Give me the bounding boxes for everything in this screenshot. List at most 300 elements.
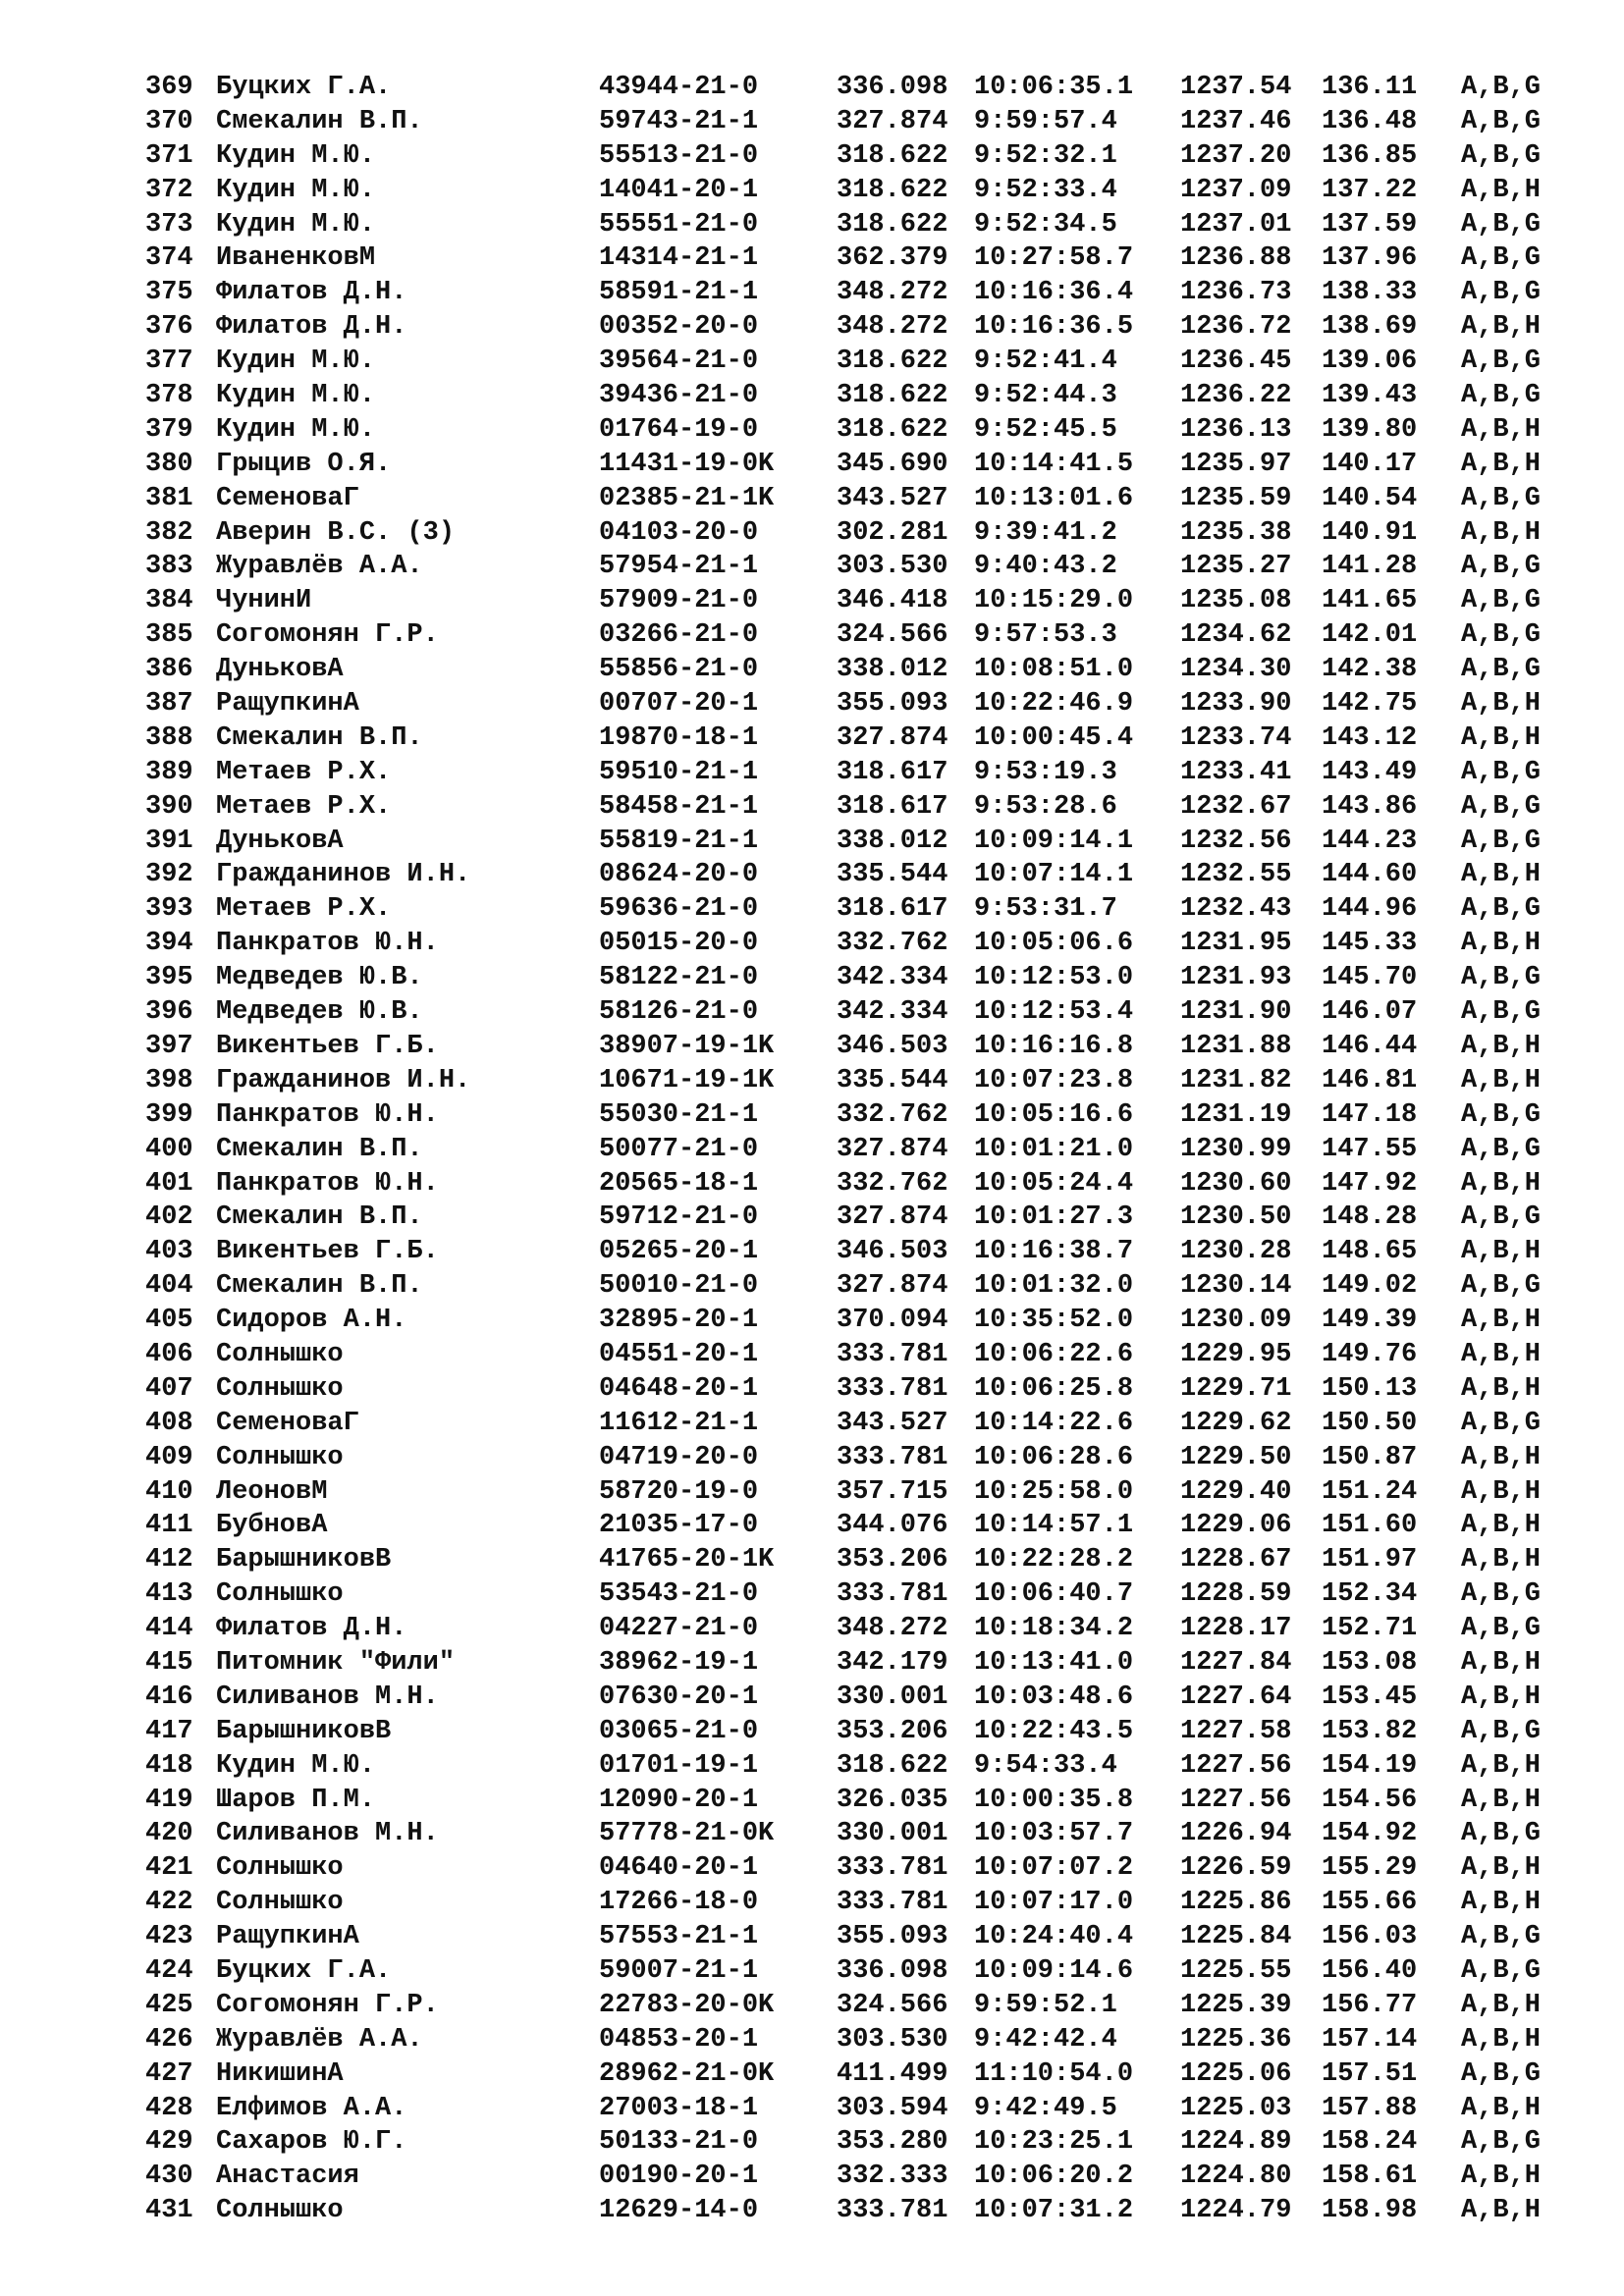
- ring-number: 55856-21-0: [599, 655, 759, 685]
- fancier-name: Журавлёв А.А.: [216, 552, 423, 582]
- fancier-name: ИваненковМ: [216, 243, 376, 274]
- ring-number: 38962-19-1: [599, 1647, 759, 1678]
- class-codes: A,B,G: [1461, 1922, 1542, 1952]
- table-row: [145, 1098, 1559, 1133]
- place-number: 387: [145, 689, 193, 720]
- table-row: [145, 1851, 1559, 1886]
- ring-number: 00352-20-0: [599, 312, 759, 343]
- distance-km: 346.503: [837, 1031, 948, 1061]
- class-codes: A,B,G: [1461, 483, 1542, 513]
- coefficient: 137.59: [1322, 209, 1418, 240]
- distance-km: 303.530: [837, 552, 948, 582]
- ring-number: 59712-21-0: [599, 1202, 759, 1233]
- fancier-name: Гражданинов И.Н.: [216, 1065, 471, 1095]
- coefficient: 153.08: [1322, 1647, 1418, 1678]
- class-codes: A,B,H: [1461, 2162, 1542, 2192]
- table-row: [145, 687, 1559, 721]
- table-row: [145, 1167, 1559, 1201]
- ring-number: 55030-21-1: [599, 1099, 759, 1130]
- coefficient: 153.82: [1322, 1716, 1418, 1746]
- place-number: 391: [145, 826, 193, 856]
- class-codes: A,B,G: [1461, 997, 1542, 1028]
- speed-value: 1236.22: [1180, 381, 1292, 411]
- class-codes: A,B,G: [1461, 347, 1542, 377]
- class-codes: A,B,H: [1461, 1442, 1542, 1472]
- ring-number: 59510-21-1: [599, 757, 759, 787]
- ring-number: 04551-20-1: [599, 1339, 759, 1369]
- place-number: 394: [145, 929, 193, 959]
- distance-km: 332.762: [837, 1168, 948, 1199]
- fancier-name: Кудин М.Ю.: [216, 209, 376, 240]
- speed-value: 1232.55: [1180, 860, 1292, 890]
- class-codes: A,B,H: [1461, 1065, 1542, 1095]
- arrival-time: 10:15:29.0: [974, 586, 1134, 616]
- arrival-time: 9:59:52.1: [974, 1990, 1117, 2020]
- fancier-name: Сахаров Ю.Г.: [216, 2127, 407, 2158]
- table-row: [145, 653, 1559, 687]
- coefficient: 158.24: [1322, 2127, 1418, 2158]
- table-row: [145, 1269, 1559, 1304]
- coefficient: 147.18: [1322, 1099, 1418, 1130]
- distance-km: 327.874: [837, 1134, 948, 1164]
- coefficient: 151.97: [1322, 1545, 1418, 1575]
- coefficient: 143.86: [1322, 791, 1418, 822]
- ring-number: 04853-20-1: [599, 2024, 759, 2055]
- arrival-time: 10:35:52.0: [974, 1306, 1134, 1336]
- fancier-name: Филатов Д.Н.: [216, 312, 407, 343]
- distance-km: 333.781: [837, 1373, 948, 1404]
- table-row: [145, 858, 1559, 892]
- distance-km: 355.093: [837, 689, 948, 720]
- place-number: 428: [145, 2093, 193, 2123]
- distance-km: 333.781: [837, 1442, 948, 1472]
- class-codes: A,B,G: [1461, 586, 1542, 616]
- ring-number: 01764-19-0: [599, 414, 759, 445]
- place-number: 376: [145, 312, 193, 343]
- class-codes: A,B,G: [1461, 140, 1542, 171]
- distance-km: 333.781: [837, 1888, 948, 1918]
- class-codes: A,B,H: [1461, 929, 1542, 959]
- fancier-name: СеменоваГ: [216, 1408, 359, 1438]
- table-row: [145, 310, 1559, 345]
- coefficient: 137.22: [1322, 175, 1418, 205]
- ring-number: 19870-18-1: [599, 722, 759, 753]
- table-row: [145, 1989, 1559, 2023]
- class-codes: A,B,G: [1461, 1955, 1542, 1986]
- arrival-time: 10:16:36.5: [974, 312, 1134, 343]
- arrival-time: 9:57:53.3: [974, 620, 1117, 651]
- class-codes: A,B,G: [1461, 1202, 1542, 1233]
- ring-number: 41765-20-1K: [599, 1545, 775, 1575]
- arrival-time: 10:06:28.6: [974, 1442, 1134, 1472]
- table-row: [145, 1509, 1559, 1543]
- fancier-name: БубновА: [216, 1511, 328, 1541]
- class-codes: A,B,H: [1461, 1306, 1542, 1336]
- coefficient: 155.66: [1322, 1888, 1418, 1918]
- speed-value: 1235.38: [1180, 517, 1292, 548]
- speed-value: 1225.06: [1180, 2058, 1292, 2089]
- place-number: 397: [145, 1031, 193, 1061]
- coefficient: 158.61: [1322, 2162, 1418, 2192]
- place-number: 414: [145, 1614, 193, 1644]
- results-table: [145, 71, 1559, 2228]
- coefficient: 157.88: [1322, 2093, 1418, 2123]
- table-row: [145, 208, 1559, 242]
- place-number: 421: [145, 1853, 193, 1884]
- distance-km: 318.622: [837, 209, 948, 240]
- speed-value: 1224.89: [1180, 2127, 1292, 2158]
- arrival-time: 10:14:41.5: [974, 449, 1134, 479]
- ring-number: 57553-21-1: [599, 1922, 759, 1952]
- fancier-name: Солнышко: [216, 2196, 344, 2226]
- fancier-name: Солнышко: [216, 1339, 344, 1369]
- speed-value: 1231.95: [1180, 929, 1292, 959]
- place-number: 392: [145, 860, 193, 890]
- ring-number: 38907-19-1K: [599, 1031, 775, 1061]
- distance-km: 353.206: [837, 1545, 948, 1575]
- speed-value: 1228.67: [1180, 1545, 1292, 1575]
- fancier-name: Кудин М.Ю.: [216, 175, 376, 205]
- table-row: [145, 241, 1559, 276]
- place-number: 386: [145, 655, 193, 685]
- ring-number: 05015-20-0: [599, 929, 759, 959]
- speed-value: 1231.19: [1180, 1099, 1292, 1130]
- distance-km: 346.418: [837, 586, 948, 616]
- speed-value: 1230.09: [1180, 1306, 1292, 1336]
- table-row: [145, 139, 1559, 174]
- speed-value: 1227.56: [1180, 1750, 1292, 1781]
- place-number: 385: [145, 620, 193, 651]
- ring-number: 39436-21-0: [599, 381, 759, 411]
- arrival-time: 9:59:57.4: [974, 106, 1117, 136]
- distance-km: 338.012: [837, 655, 948, 685]
- distance-km: 348.272: [837, 278, 948, 308]
- fancier-name: Сидоров А.Н.: [216, 1306, 407, 1336]
- class-codes: A,B,G: [1461, 1271, 1542, 1302]
- class-codes: A,B,G: [1461, 620, 1542, 651]
- coefficient: 154.19: [1322, 1750, 1418, 1781]
- arrival-time: 10:00:35.8: [974, 1785, 1134, 1815]
- table-row: [145, 516, 1559, 551]
- ring-number: 43944-21-0: [599, 73, 759, 102]
- coefficient: 139.80: [1322, 414, 1418, 445]
- place-number: 398: [145, 1065, 193, 1095]
- speed-value: 1237.20: [1180, 140, 1292, 171]
- fancier-name: Панкратов Ю.Н.: [216, 929, 439, 959]
- ring-number: 20565-18-1: [599, 1168, 759, 1199]
- arrival-time: 9:42:42.4: [974, 2024, 1117, 2055]
- ring-number: 21035-17-0: [599, 1511, 759, 1541]
- fancier-name: Кудин М.Ю.: [216, 381, 376, 411]
- coefficient: 150.50: [1322, 1408, 1418, 1438]
- fancier-name: Метаев Р.Х.: [216, 894, 392, 925]
- ring-number: 10671-19-1K: [599, 1065, 775, 1095]
- table-row: [145, 379, 1559, 413]
- ring-number: 17266-18-0: [599, 1888, 759, 1918]
- arrival-time: 9:52:44.3: [974, 381, 1117, 411]
- coefficient: 136.48: [1322, 106, 1418, 136]
- table-row: [145, 482, 1559, 516]
- arrival-time: 10:22:46.9: [974, 689, 1134, 720]
- fancier-name: Смекалин В.П.: [216, 722, 423, 753]
- class-codes: A,B,H: [1461, 1031, 1542, 1061]
- coefficient: 141.65: [1322, 586, 1418, 616]
- table-row: [145, 825, 1559, 859]
- fancier-name: ДуньковА: [216, 826, 344, 856]
- class-codes: A,B,G: [1461, 894, 1542, 925]
- class-codes: A,B,H: [1461, 1339, 1542, 1369]
- distance-km: 342.334: [837, 997, 948, 1028]
- arrival-time: 10:07:07.2: [974, 1853, 1134, 1884]
- arrival-time: 10:06:40.7: [974, 1579, 1134, 1610]
- ring-number: 11431-19-0K: [599, 449, 775, 479]
- place-number: 412: [145, 1545, 193, 1575]
- fancier-name: Викентьев Г.Б.: [216, 1237, 439, 1267]
- coefficient: 136.85: [1322, 140, 1418, 171]
- fancier-name: Солнышко: [216, 1373, 344, 1404]
- ring-number: 27003-18-1: [599, 2093, 759, 2123]
- arrival-time: 10:18:34.2: [974, 1614, 1134, 1644]
- coefficient: 154.92: [1322, 1819, 1418, 1849]
- speed-value: 1227.84: [1180, 1647, 1292, 1678]
- ring-number: 04227-21-0: [599, 1614, 759, 1644]
- place-number: 422: [145, 1888, 193, 1918]
- coefficient: 142.75: [1322, 689, 1418, 720]
- class-codes: A,B,H: [1461, 1168, 1542, 1199]
- fancier-name: Буцких Г.А.: [216, 73, 392, 102]
- ring-number: 22783-20-0K: [599, 1990, 775, 2020]
- ring-number: 58720-19-0: [599, 1476, 759, 1507]
- table-row: [145, 2092, 1559, 2126]
- table-row: [145, 1577, 1559, 1612]
- arrival-time: 10:12:53.4: [974, 997, 1134, 1028]
- ring-number: 58122-21-0: [599, 963, 759, 993]
- ring-number: 55819-21-1: [599, 826, 759, 856]
- distance-km: 342.179: [837, 1647, 948, 1678]
- table-row: [145, 448, 1559, 482]
- place-number: 431: [145, 2196, 193, 2226]
- class-codes: A,B,G: [1461, 1819, 1542, 1849]
- speed-value: 1226.94: [1180, 1819, 1292, 1849]
- ring-number: 03065-21-0: [599, 1716, 759, 1746]
- distance-km: 345.690: [837, 449, 948, 479]
- speed-value: 1226.59: [1180, 1853, 1292, 1884]
- ring-number: 01701-19-1: [599, 1750, 759, 1781]
- coefficient: 152.71: [1322, 1614, 1418, 1644]
- distance-km: 330.001: [837, 1819, 948, 1849]
- speed-value: 1229.40: [1180, 1476, 1292, 1507]
- speed-value: 1228.17: [1180, 1614, 1292, 1644]
- distance-km: 327.874: [837, 1202, 948, 1233]
- table-row: [145, 71, 1559, 105]
- coefficient: 142.01: [1322, 620, 1418, 651]
- fancier-name: Согомонян Г.Р.: [216, 620, 439, 651]
- coefficient: 150.13: [1322, 1373, 1418, 1404]
- coefficient: 153.45: [1322, 1682, 1418, 1712]
- class-codes: A,B,G: [1461, 2058, 1542, 2089]
- arrival-time: 10:13:01.6: [974, 483, 1134, 513]
- coefficient: 156.40: [1322, 1955, 1418, 1986]
- arrival-time: 10:06:25.8: [974, 1373, 1134, 1404]
- arrival-time: 10:06:20.2: [974, 2162, 1134, 2192]
- class-codes: A,B,G: [1461, 757, 1542, 787]
- arrival-time: 10:07:17.0: [974, 1888, 1134, 1918]
- coefficient: 146.07: [1322, 997, 1418, 1028]
- arrival-time: 10:16:38.7: [974, 1237, 1134, 1267]
- ring-number: 59007-21-1: [599, 1955, 759, 1986]
- distance-km: 318.622: [837, 1750, 948, 1781]
- distance-km: 318.622: [837, 347, 948, 377]
- fancier-name: Смекалин В.П.: [216, 1134, 423, 1164]
- class-codes: A,B,G: [1461, 209, 1542, 240]
- table-row: [145, 550, 1559, 584]
- table-row: [145, 1784, 1559, 1818]
- table-row: [145, 105, 1559, 139]
- fancier-name: Шаров П.М.: [216, 1785, 376, 1815]
- arrival-time: 10:09:14.1: [974, 826, 1134, 856]
- place-number: 420: [145, 1819, 193, 1849]
- fancier-name: Панкратов Ю.Н.: [216, 1099, 439, 1130]
- coefficient: 145.70: [1322, 963, 1418, 993]
- speed-value: 1225.39: [1180, 1990, 1292, 2020]
- class-codes: A,B,G: [1461, 963, 1542, 993]
- place-number: 371: [145, 140, 193, 171]
- distance-km: 332.762: [837, 929, 948, 959]
- class-codes: A,B,H: [1461, 1237, 1542, 1267]
- ring-number: 04648-20-1: [599, 1373, 759, 1404]
- distance-km: 348.272: [837, 312, 948, 343]
- speed-value: 1233.74: [1180, 722, 1292, 753]
- table-row: [145, 756, 1559, 790]
- coefficient: 147.55: [1322, 1134, 1418, 1164]
- speed-value: 1231.88: [1180, 1031, 1292, 1061]
- place-number: 390: [145, 791, 193, 822]
- arrival-time: 10:25:58.0: [974, 1476, 1134, 1507]
- class-codes: A,B,G: [1461, 243, 1542, 274]
- ring-number: 39564-21-0: [599, 347, 759, 377]
- fancier-name: Силиванов М.Н.: [216, 1682, 439, 1712]
- coefficient: 151.60: [1322, 1511, 1418, 1541]
- fancier-name: ЛеоновМ: [216, 1476, 328, 1507]
- coefficient: 140.54: [1322, 483, 1418, 513]
- speed-value: 1237.54: [1180, 73, 1292, 102]
- arrival-time: 9:52:32.1: [974, 140, 1117, 171]
- fancier-name: Солнышко: [216, 1853, 344, 1884]
- fancier-name: НикишинА: [216, 2058, 344, 2089]
- speed-value: 1230.28: [1180, 1237, 1292, 1267]
- ring-number: 57778-21-0K: [599, 1819, 775, 1849]
- class-codes: A,B,G: [1461, 1408, 1542, 1438]
- fancier-name: Солнышко: [216, 1442, 344, 1472]
- coefficient: 142.38: [1322, 655, 1418, 685]
- arrival-time: 10:12:53.0: [974, 963, 1134, 993]
- place-number: 427: [145, 2058, 193, 2089]
- arrival-time: 10:03:48.6: [974, 1682, 1134, 1712]
- coefficient: 149.76: [1322, 1339, 1418, 1369]
- distance-km: 324.566: [837, 1990, 948, 2020]
- class-codes: A,B,H: [1461, 414, 1542, 445]
- fancier-name: Солнышко: [216, 1888, 344, 1918]
- fancier-name: Смекалин В.П.: [216, 106, 423, 136]
- table-row: [145, 1407, 1559, 1441]
- ring-number: 57909-21-0: [599, 586, 759, 616]
- distance-km: 318.617: [837, 894, 948, 925]
- distance-km: 318.617: [837, 791, 948, 822]
- ring-number: 59743-21-1: [599, 106, 759, 136]
- class-codes: A,B,H: [1461, 860, 1542, 890]
- table-row: [145, 584, 1559, 618]
- speed-value: 1233.41: [1180, 757, 1292, 787]
- distance-km: 343.527: [837, 483, 948, 513]
- place-number: 382: [145, 517, 193, 548]
- speed-value: 1230.60: [1180, 1168, 1292, 1199]
- class-codes: A,B,H: [1461, 1750, 1542, 1781]
- ring-number: 02385-21-1K: [599, 483, 775, 513]
- class-codes: A,B,H: [1461, 1373, 1542, 1404]
- ring-number: 59636-21-0: [599, 894, 759, 925]
- arrival-time: 10:16:16.8: [974, 1031, 1134, 1061]
- ring-number: 57954-21-1: [599, 552, 759, 582]
- coefficient: 138.69: [1322, 312, 1418, 343]
- place-number: 396: [145, 997, 193, 1028]
- class-codes: A,B,G: [1461, 106, 1542, 136]
- class-codes: A,B,H: [1461, 175, 1542, 205]
- fancier-name: Кудин М.Ю.: [216, 414, 376, 445]
- table-row: [145, 1646, 1559, 1681]
- place-number: 375: [145, 278, 193, 308]
- speed-value: 1232.67: [1180, 791, 1292, 822]
- distance-km: 362.379: [837, 243, 948, 274]
- speed-value: 1232.56: [1180, 826, 1292, 856]
- fancier-name: Смекалин В.П.: [216, 1271, 423, 1302]
- table-row: [145, 1064, 1559, 1098]
- table-row: [145, 1543, 1559, 1577]
- ring-number: 55513-21-0: [599, 140, 759, 171]
- class-codes: A,B,G: [1461, 552, 1542, 582]
- class-codes: A,B,H: [1461, 449, 1542, 479]
- ring-number: 00707-20-1: [599, 689, 759, 720]
- speed-value: 1224.80: [1180, 2162, 1292, 2192]
- ring-number: 08624-20-0: [599, 860, 759, 890]
- speed-value: 1225.03: [1180, 2093, 1292, 2123]
- fancier-name: РащупкинА: [216, 689, 359, 720]
- arrival-time: 9:52:45.5: [974, 414, 1117, 445]
- arrival-time: 9:52:41.4: [974, 347, 1117, 377]
- class-codes: A,B,H: [1461, 1785, 1542, 1815]
- speed-value: 1228.59: [1180, 1579, 1292, 1610]
- speed-value: 1225.84: [1180, 1922, 1292, 1952]
- speed-value: 1236.13: [1180, 414, 1292, 445]
- class-codes: A,B,H: [1461, 1545, 1542, 1575]
- place-number: 369: [145, 73, 193, 102]
- fancier-name: ДуньковА: [216, 655, 344, 685]
- fancier-name: РащупкинА: [216, 1922, 359, 1952]
- coefficient: 148.65: [1322, 1237, 1418, 1267]
- coefficient: 154.56: [1322, 1785, 1418, 1815]
- arrival-time: 10:16:36.4: [974, 278, 1134, 308]
- speed-value: 1231.93: [1180, 963, 1292, 993]
- table-row: [145, 1920, 1559, 1954]
- table-row: [145, 1441, 1559, 1475]
- fancier-name: Медведев Ю.В.: [216, 963, 423, 993]
- coefficient: 141.28: [1322, 552, 1418, 582]
- place-number: 377: [145, 347, 193, 377]
- arrival-time: 10:24:40.4: [974, 1922, 1134, 1952]
- coefficient: 157.51: [1322, 2058, 1418, 2089]
- place-number: 401: [145, 1168, 193, 1199]
- fancier-name: БарышниковВ: [216, 1545, 392, 1575]
- coefficient: 139.06: [1322, 347, 1418, 377]
